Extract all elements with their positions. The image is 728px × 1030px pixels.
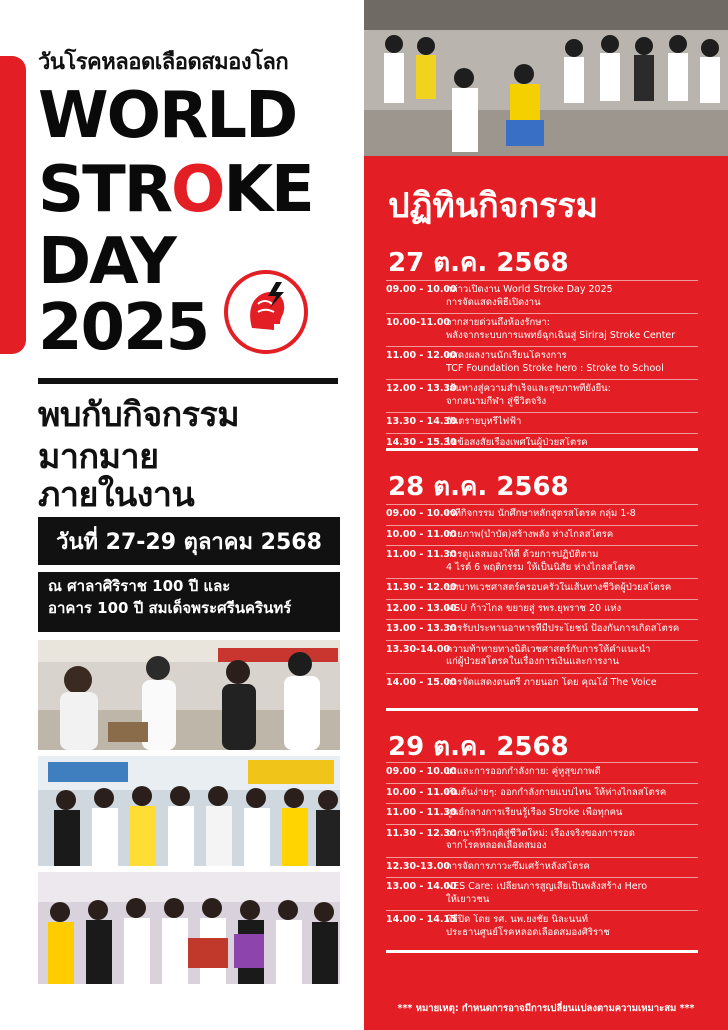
schedule-description-line: อันตรายบุหรี่ไฟฟ้า [446,416,522,428]
schedule-description [446,549,698,574]
schedule-row [386,619,698,640]
schedule-time: 13.00 - 14.00 [386,881,457,893]
schedule-description [446,350,698,375]
schedule-description-line: ประธานศูนย์โรคหลอดเลือดสมองศิริราช [446,926,610,938]
siriraj-stroke-center-logo [224,270,308,354]
schedule-time: 14.00 - 14.15 [386,914,457,926]
schedule-time: 10.00 - 11.00 [386,528,457,540]
schedule-row [386,504,698,525]
schedule-description [446,861,698,874]
day-2-schedule [386,504,698,693]
schedule-description [446,383,698,408]
schedule-description-line: จากนาทีวิกฤติสู่ชีวิตใหม่: เรื่องจริงของการรอด [446,827,635,839]
photo-award-group [38,872,340,984]
schedule-description [446,766,698,779]
schedule-description-line: จากสนามกีฬา สู่ชีวิตจริง [446,395,547,407]
schedule-row [386,280,698,313]
schedule-description-line: การรับประทานอาหารที่มีประโยชน์ ป้องกันการเกิดสโตรค [446,623,680,635]
schedule-time: 13.30 - 14.30 [386,416,457,428]
photo-group-staff [38,756,340,866]
day-2-separator [386,708,698,711]
schedule-row [386,824,698,857]
schedule-row [386,877,698,910]
schedule-time: 12.30-13.00 [386,860,451,872]
schedule-time: 11.30 - 12.00 [386,582,457,594]
schedule-description-line: ความท้าทายทางนิติเวชศาสตร์กับการให้คำแนะนำ [446,643,651,655]
schedule-time: 11.00 - 11.30 [386,549,457,561]
schedule-time: 14.00 - 15.00 [386,676,457,688]
schedule-description-line: ให้เยาวชน [446,893,490,905]
schedule-description-line: ศูนย์กลางการเรียนรู้เรื่อง Stroke เพื่อทุกคน [446,807,623,819]
schedule-row [386,673,698,694]
headline-ke: KE [223,153,313,227]
schedule-row [386,545,698,578]
schedule-row [386,599,698,620]
schedule-time: 14.30 - 15.30 [386,436,457,448]
schedule-time: 13.30-14.00 [386,643,451,655]
red-accent-bar [0,56,26,354]
headline-str: STR [38,153,172,227]
venue-line-1: ณ ศาลาศิริราช 100 ปี และ [48,577,231,595]
divider-line [38,378,338,384]
schedule-note: *** หมายเหตุ: กำหนดการอาจมีการเปลี่ยนแปลงตามความเหมาะสม *** [397,1003,695,1014]
schedule-time: 09.00 - 10.00 [386,284,457,295]
schedule-description [446,881,698,906]
schedule-row [386,379,698,412]
schedule-time: 12.00 - 13.00 [386,602,457,614]
schedule-description-line: เวทีกิจกรรม นักศึกษาหลักสูตรสโตรค กลุ่ม 1-8 [446,508,636,519]
schedule-description [446,284,698,309]
schedule-description-line: แสดงผลงานนักเรียนโครงการ [446,350,567,362]
schedule-description-line: การดูแลสมองให้ดี ด้วยการปฏิบัติตาม [446,549,599,561]
schedule-description [446,317,698,342]
day-1-separator [386,448,698,451]
venue-line-2: อาคาร 100 ปี สมเด็จพระศรีนครินทร์ [48,598,292,617]
headline-line-3: DAY [38,225,175,299]
headline-line-4: 2025 [38,291,209,365]
schedule-time: 10.00 - 11.00 [386,786,457,798]
schedule-description-line: กล่าวเปิดงาน World Stroke Day 2025 [446,284,613,295]
schedule-description [446,582,698,595]
schedule-description-line: ไขข้อสงสัยเรื่องเพศในผู้ป่วยสโตรค [446,436,588,448]
schedule-row [386,857,698,878]
schedule-row [386,412,698,433]
headline-line-2 [38,153,313,227]
schedule-description-line: TCF Foundation Stroke hero : Stroke to School [446,362,664,374]
schedule-time: 11.00 - 11.30 [386,807,457,819]
schedule-description-line: จากโรคหลอดเลือดสมอง [446,840,547,852]
schedule-description [446,529,698,542]
schedule-time: 12.00 - 13.30 [386,383,457,395]
schedule-row [386,803,698,824]
schedule-time: 11.00 - 12.00 [386,350,457,362]
schedule-description-line: ยาและการออกกำลังกาย: คู่หูสุขภาพดี [446,766,601,777]
schedule-description-line: พลังจากระบบการแพทย์ฉุกเฉินสู่ Siriraj Stroke Center [446,329,676,341]
schedule-row [386,578,698,599]
schedule-row [386,346,698,379]
schedule-description [446,914,698,939]
schedule-row [386,762,698,783]
day-2-heading: 28 ต.ค. 2568 [388,472,569,502]
day-3-schedule [386,762,698,943]
schedule-row [386,313,698,346]
day-3-separator [386,950,698,953]
schedule-time: 09.00 - 10.00 [386,766,457,777]
schedule-description-line: แก่ผู้ป่วยสโตรคในเรื่องการเงินและการงาน [446,656,619,668]
schedule-description [446,603,698,616]
thai-title: วันโรคหลอดเลือดสมองโลก [38,50,289,75]
schedule-title: ปฏิทินกิจกรรม [388,186,599,226]
schedule-description-line: การจัดแสดงดนตรี ภายนอก โดย คุณโอ๋ The Voice [446,676,657,688]
schedule-time: 09.00 - 10.00 [386,508,457,519]
schedule-row [386,910,698,943]
schedule-description-line: NES Care: เปลี่ยนการสูญเสียเป็นพลังสร้าง Hero [446,881,648,893]
meet-line-1: พบกับกิจกรรม [38,395,240,435]
schedule-panel [364,156,728,1030]
venue-box [38,572,340,632]
schedule-time: 13.00 - 13.30 [386,623,457,635]
schedule-description-line: กายภาพ(บำบัด)สร้างพลัง ห่างไกลสโตรค [446,528,614,540]
day-3-heading: 29 ต.ค. 2568 [388,732,569,762]
brain-head-icon [228,274,304,350]
photo-student-performance [364,0,728,156]
headline-line-1: WORLD [38,79,297,153]
day-1-heading: 27 ต.ค. 2568 [388,248,569,278]
schedule-time: 10.00-11.00 [386,317,451,329]
schedule-description-line: บทบาทเวชศาสตร์ครอบครัวในเส้นทางชีวิตผู้ป่วยสโตรค [446,582,672,594]
schedule-description [446,787,698,800]
schedule-description [446,508,698,521]
schedule-description-line: การจัดการภาวะซึมเศร้าหลังสโตรค [446,860,590,872]
schedule-description [446,807,698,820]
schedule-row [386,640,698,673]
schedule-time: 11.30 - 12.30 [386,827,457,839]
schedule-description [446,828,698,853]
schedule-description [446,416,698,429]
schedule-description-line: การจัดแสดงพิธีเปิดงาน [446,296,541,308]
schedule-description [446,644,698,669]
schedule-description-line: MSU ก้าวไกล ขยายสู่ รพร.ยุพราช 20 แห่ง [446,602,622,614]
schedule-description-line: เส้นทางสู่ความสำเร็จและสุขภาพที่ยั่งยืน: [446,383,611,395]
meet-line-3: ภายในงาน [38,475,195,515]
schedule-row [386,525,698,546]
meet-line-2: มากมาย [38,437,159,477]
schedule-description [446,623,698,636]
headline-o-lightning: O [171,153,224,227]
schedule-description-line: จากสายด่วนถึงห้องรักษา: [446,317,550,329]
schedule-description [446,677,698,690]
photo-booth-visitors [38,640,340,750]
event-date: วันที่ 27-29 ตุลาคม 2568 [38,517,340,565]
schedule-description-line: พิธีปิด โดย รศ. นพ.ยงชัย นิละนนท์ [446,914,588,926]
schedule-row [386,783,698,804]
schedule-description-line: เริ่มต้นง่ายๆ: ออกกำลังกายแบบไหน ให้ห่างไกลสโตรค [446,786,667,798]
schedule-description-line: 4 ไรต์ 6 พฤติกรรม ให้เป็นนิสัย ห่างไกลสโตรค [446,561,636,573]
day-1-schedule [386,280,698,453]
